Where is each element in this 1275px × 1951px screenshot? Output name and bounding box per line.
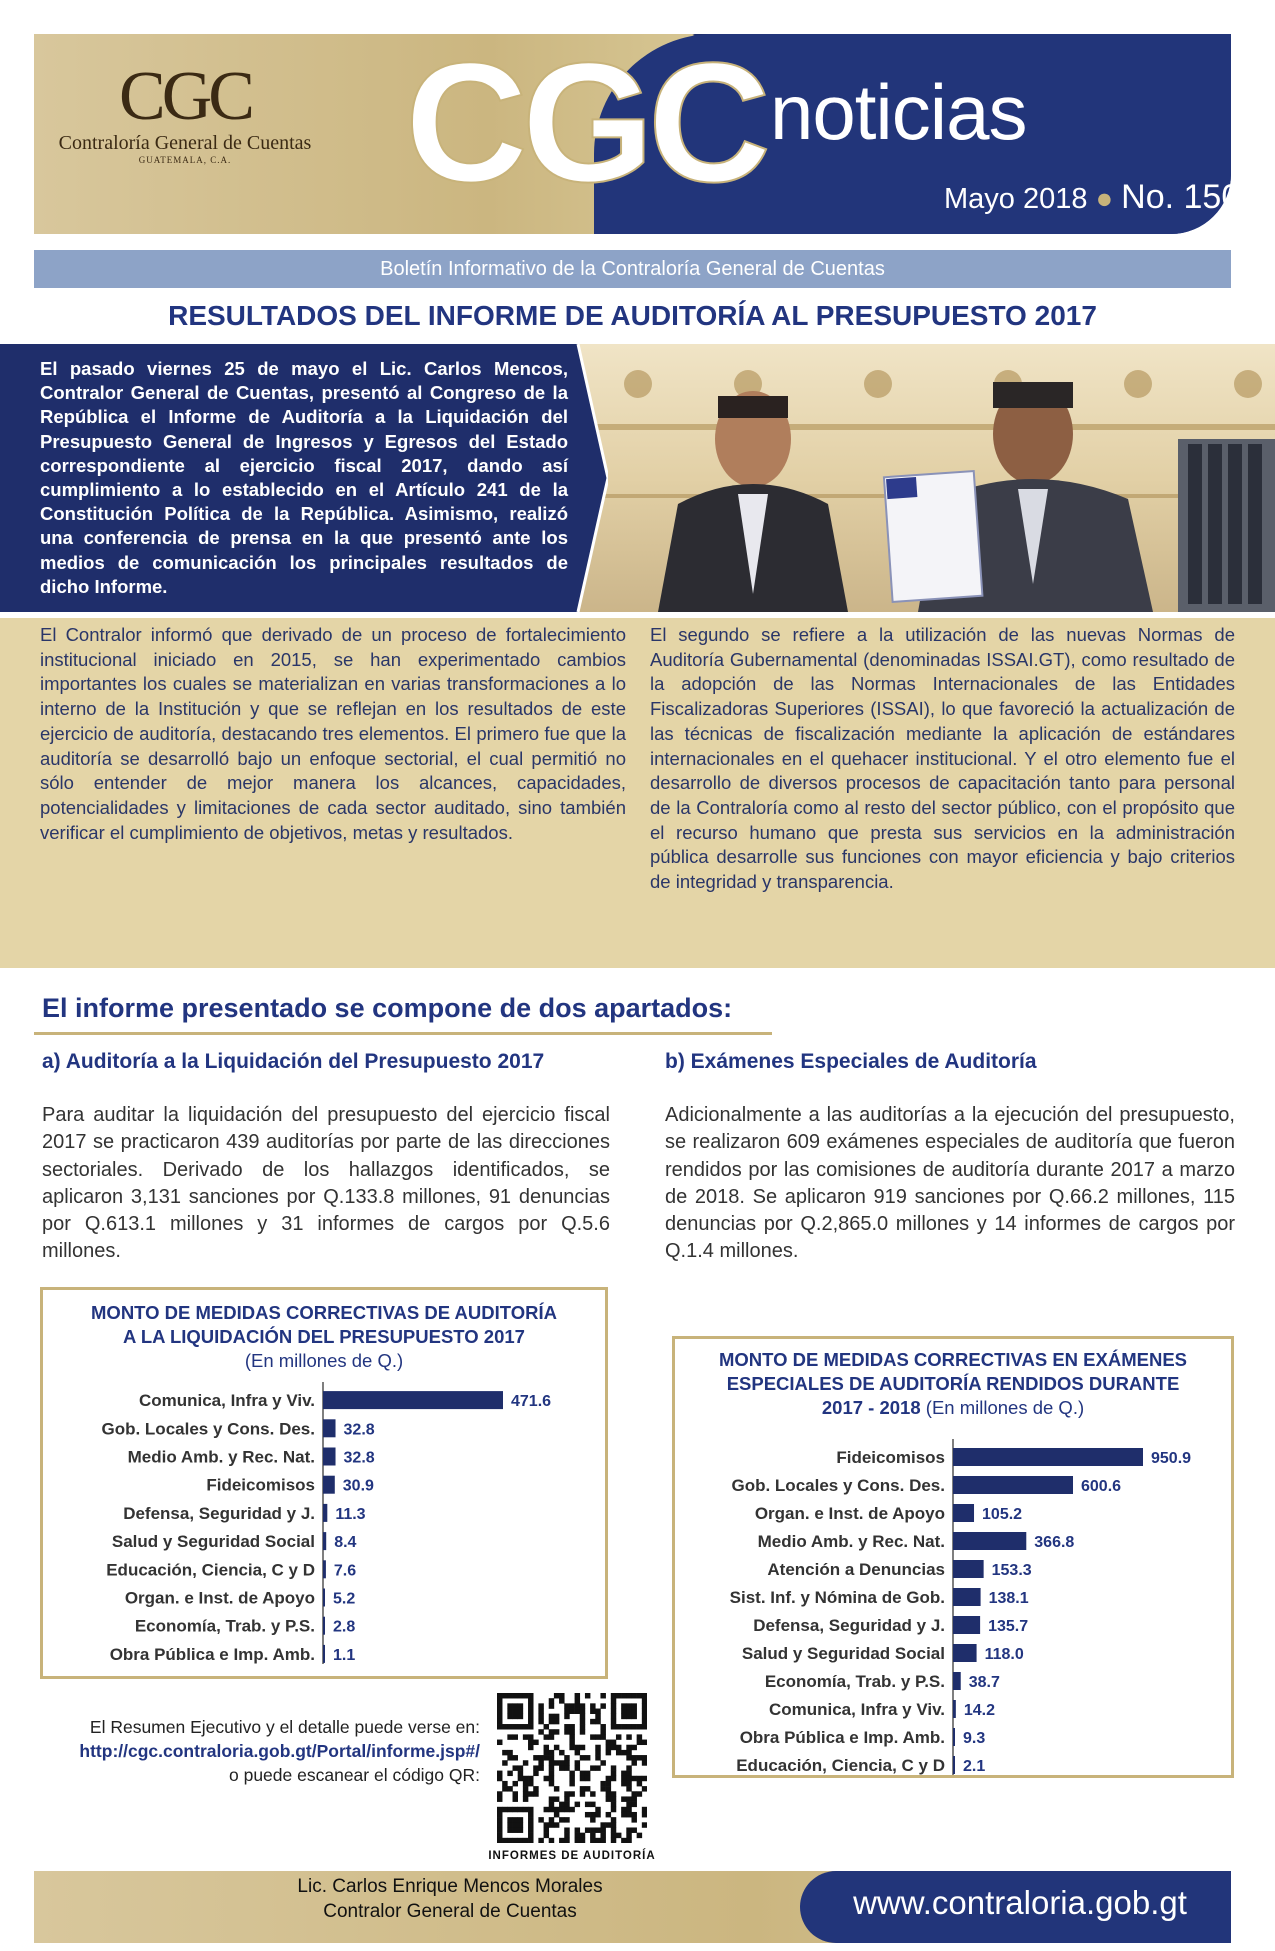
bullet-icon: ●: [1095, 183, 1114, 215]
category-label: Fideicomisos: [836, 1448, 945, 1467]
logo-country: GUATEMALA, C.A.: [138, 155, 232, 165]
qr-line3: o puede escanear el código QR:: [229, 1765, 480, 1785]
category-label: Comunica, Infra y Viv.: [768, 1700, 945, 1719]
bar: [323, 1532, 326, 1550]
issue-date: Mayo 2018: [944, 183, 1088, 215]
qr-caption: INFORMES DE AUDITORÍA: [488, 1850, 656, 1862]
paragraph-b: Adicionalmente a las auditorías a la ejecución del presupuesto, se realizaron 609 exámenes especiales de auditoría que fueron rendidos por las comisiones de auditoría durante 2017 a marzo de 2018. Se aplicaron 919 sanciones por Q.66.2 millones, 115 denuncias por Q.2,865.0 millones y 14 informes de cargos por Q.1.4 millones.: [665, 1104, 1235, 1263]
issue-number: No. 150: [1121, 178, 1241, 216]
data-label: 5.2: [333, 1590, 356, 1608]
website-link[interactable]: www.contraloria.gob.gt: [853, 1884, 1187, 1921]
qr-line1: El Resumen Ejecutivo y el detalle puede verse en:: [89, 1717, 480, 1737]
issue-info: [944, 178, 1240, 217]
data-label: 118.0: [984, 1646, 1024, 1663]
category-label: Sist. Inf. y Nómina de Gob.: [729, 1588, 945, 1607]
qr-code[interactable]: [497, 1693, 647, 1843]
intro-text: El pasado viernes 25 de mayo el Lic. Carlos Mencos, Contralor General de Cuentas, presentó al Congreso de la República el Informe de Auditoría a la Liquidación del Presupuesto General de Ingresos y Egresos del Estado correspondiente al ejercicio fiscal 2017, dando así cumplimiento a lo establecido en el Artículo 241 de la Constitución Política de la República. Asimismo, realizó una conferencia de prensa en la que presentó ante los medios de comunicación los principales resultados de dicho Informe.: [40, 358, 568, 597]
data-label: 366.8: [1034, 1534, 1075, 1551]
bar: [323, 1560, 326, 1578]
category-label: Obra Pública e Imp. Amb.: [109, 1644, 315, 1664]
data-label: 38.7: [968, 1674, 1000, 1691]
data-label: 2.1: [963, 1758, 986, 1775]
bar: [953, 1504, 974, 1522]
data-label: 105.2: [982, 1506, 1023, 1523]
chart1-title-line1: MONTO DE MEDIDAS CORRECTIVAS DE AUDITORÍA: [91, 1302, 557, 1323]
qr-text: [40, 1715, 480, 1787]
bar: [953, 1672, 961, 1690]
category-label: Defensa, Seguridad y J.: [753, 1616, 945, 1635]
paragraph-a: Para auditar la liquidación del presupuesto del ejercicio fiscal 2017 se practicaron 439 auditorías por parte de las direcciones sectoriales. Derivado de los hallazgos identificados, se aplicaron 3,131 sanciones por Q.133.8 millones, 91 denuncias por Q.613.1 millones y 31 informes de cargos por Q.5.6 millones.: [42, 1104, 610, 1263]
subhead-b: b) Exámenes Especiales de Auditoría: [665, 1050, 1037, 1073]
section-rule: [34, 1032, 772, 1035]
data-label: 471.6: [511, 1393, 552, 1411]
data-label: 950.9: [1151, 1450, 1192, 1467]
chart2-unit: (En millones de Q.): [925, 1397, 1085, 1418]
category-label: Educación, Ciencia, C y D: [106, 1560, 315, 1580]
bar: [953, 1532, 1026, 1550]
category-label: Atención a Denuncias: [767, 1560, 945, 1579]
logo-monogram: CGC: [119, 58, 251, 135]
category-label: Educación, Ciencia, C y D: [736, 1756, 945, 1775]
bar: [323, 1504, 327, 1522]
chart-examenes: [672, 1336, 1234, 1778]
chart-liquidacion: [40, 1287, 608, 1679]
bar: [953, 1560, 984, 1578]
bar: [323, 1448, 336, 1466]
body-column-right: El segundo se refiere a la utilización de las nuevas Normas de Auditoría Gubernamental (denominadas ISSAI.GT), como resultado de la adopción de las Normas Internacionales de las Entidades Fiscalizadoras Superiores (ISSAI), lo que favoreció la actualización de las técnicas de fiscalización mediante la aplicación de estándares internacionales en el quehacer institucional. Y el otro elemento fue el desarrollo de diversos procesos de capacitación tanto para personal de la Contraloría como al resto del sector público, con el propósito que el recurso humano que presta sus servicios en la administración pública desarrolle sus funciones con mayor eficiencia y bajo criterios de integridad y transparencia.: [650, 624, 1235, 893]
bar: [323, 1419, 336, 1437]
category-label: Organ. e Inst. de Apoyo: [754, 1504, 945, 1523]
category-label: Defensa, Seguridad y J.: [123, 1503, 315, 1523]
bar: [323, 1391, 503, 1409]
category-label: Salud y Seguridad Social: [741, 1644, 945, 1663]
category-label: Economía, Trab. y P.S.: [134, 1616, 315, 1636]
data-label: 11.3: [335, 1505, 366, 1523]
bar: [953, 1728, 955, 1746]
data-label: 7.6: [333, 1562, 357, 1580]
brand-cgc: CGC: [405, 28, 765, 218]
data-label: 30.9: [342, 1477, 374, 1495]
subhead-a: a) Auditoría a la Liquidación del Presupuesto 2017: [42, 1050, 545, 1073]
photo-ceremony: [578, 344, 1275, 612]
category-label: Medio Amb. y Rec. Nat.: [127, 1447, 315, 1467]
bar: [953, 1756, 955, 1774]
category-label: Medio Amb. y Rec. Nat.: [757, 1532, 945, 1551]
data-label: 1.1: [333, 1646, 356, 1664]
data-label: 14.2: [963, 1702, 995, 1719]
data-label: 600.6: [1081, 1478, 1122, 1495]
section-title: El informe presentado se compone de dos apartados:: [42, 993, 733, 1023]
bar: [323, 1617, 325, 1635]
bar: [323, 1589, 325, 1607]
category-label: Comunica, Infra y Viv.: [138, 1391, 315, 1411]
data-label: 32.8: [343, 1449, 375, 1467]
bar: [323, 1645, 325, 1663]
data-label: 135.7: [988, 1618, 1029, 1635]
chart1-plot: [43, 1376, 605, 1676]
data-label: 2.8: [333, 1618, 356, 1636]
category-label: Salud y Seguridad Social: [111, 1532, 315, 1552]
headline: RESULTADOS DEL INFORME DE AUDITORÍA AL PRESUPUESTO 2017: [168, 300, 1097, 331]
chart2-title-line1: MONTO DE MEDIDAS CORRECTIVAS EN EXÁMENES: [718, 1349, 1188, 1370]
signatory-name: Lic. Carlos Enrique Mencos Morales: [297, 1876, 603, 1897]
cgc-logo: [50, 58, 320, 182]
category-label: Gob. Locales y Cons. Des.: [101, 1419, 315, 1439]
body-column-left: El Contralor informó que derivado de un proceso de fortalecimiento institucional iniciado en 2015, se han experimentado cambios importantes los cuales se materializan en varias transformaciones a lo interno de la Institución y que se reflejan en los resultados de este ejercicio de auditoría, destacando tres elementos. El primero fue que la auditoría se desarrolló bajo un enfoque sectorial, el cual permitió no sólo entender de mejor manera los alcances, capacidades, potencialidades y limitaciones de cada sector auditado, sino también verificar el cumplimiento de objetivos, metas y resultados.: [40, 624, 626, 843]
chart2-title-line3: 2017 - 2018: [821, 1397, 921, 1418]
category-label: Organ. e Inst. de Apoyo: [124, 1588, 315, 1608]
chart2-title-line2: ESPECIALES DE AUDITORÍA RENDIDOS DURANTE: [726, 1373, 1180, 1394]
data-label: 138.1: [988, 1590, 1029, 1607]
category-label: Economía, Trab. y P.S.: [764, 1672, 945, 1691]
chart2-plot: [675, 1425, 1231, 1775]
signatory-role: Contralor General de Cuentas: [323, 1901, 577, 1922]
data-label: 32.8: [343, 1421, 375, 1439]
category-label: Fideicomisos: [206, 1475, 315, 1495]
chart1-title-line2: A LA LIQUIDACIÓN DEL PRESUPUESTO 2017: [123, 1326, 525, 1347]
bar: [953, 1476, 1073, 1494]
category-label: Gob. Locales y Cons. Des.: [731, 1476, 945, 1495]
brand-noticias: noticias: [770, 68, 1027, 156]
bar: [953, 1700, 956, 1718]
logo-name: Contraloría General de Cuentas: [58, 132, 312, 154]
bar: [323, 1476, 335, 1494]
data-label: 153.3: [991, 1562, 1032, 1579]
data-label: 9.3: [963, 1730, 986, 1747]
bar: [953, 1616, 980, 1634]
bar: [953, 1644, 977, 1662]
chart1-unit: (En millones de Q.): [244, 1350, 404, 1371]
data-label: 8.4: [334, 1534, 357, 1552]
category-label: Obra Pública e Imp. Amb.: [739, 1728, 945, 1747]
qr-link[interactable]: http://cgc.contraloria.gob.gt/Portal/informe.jsp#/: [79, 1741, 480, 1761]
subtitle-bar: Boletín Informativo de la Contraloría General de Cuentas: [34, 250, 1231, 288]
bar: [953, 1588, 981, 1606]
bar: [953, 1448, 1143, 1466]
